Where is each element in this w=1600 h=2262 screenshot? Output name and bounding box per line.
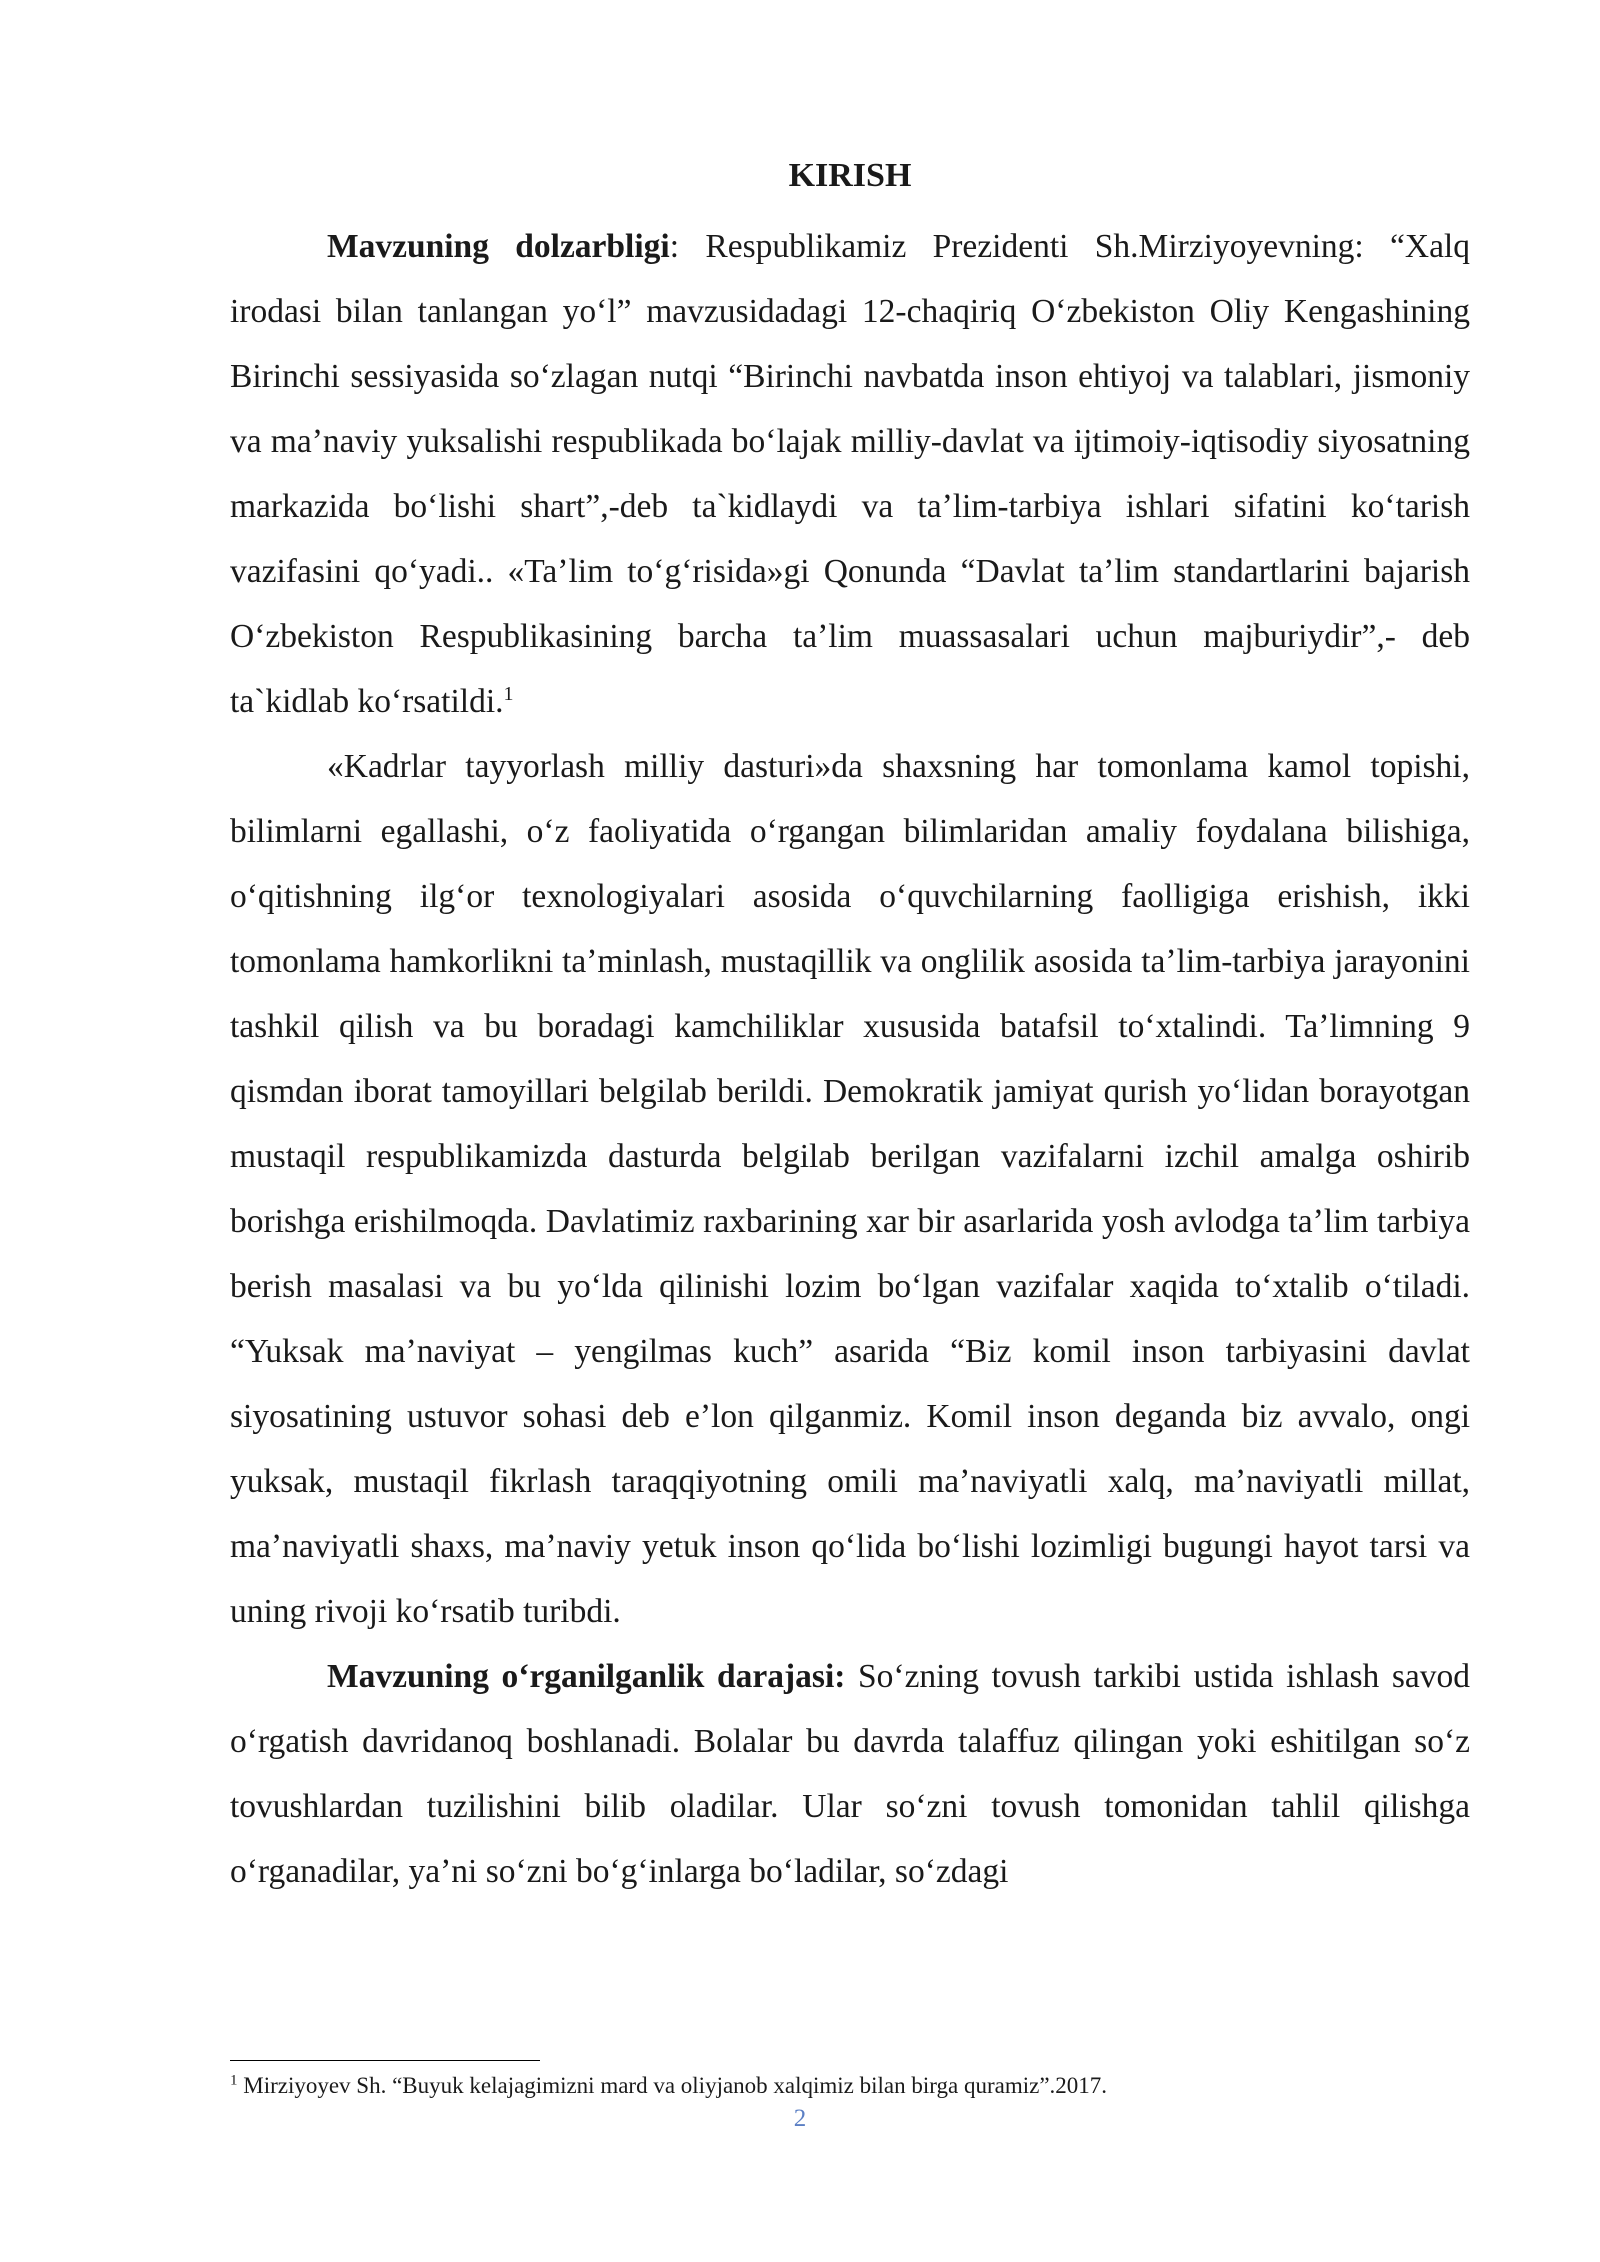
paragraph-study-level [230,1644,1470,1904]
footnote-separator [230,2060,540,2061]
paragraph-lead-relevance: Mavzuning dolzarbligi [327,228,670,265]
footnote-number: 1 [230,2072,238,2089]
paragraph-cadre-program: «Kadrlar tayyorlash milliy dasturi»da shaxsning har tomonlama kamol topishi, bilimlarni egallashi, oʻz faoliyatida oʻrgangan bilimlaridan amaliy foydalana bilishiga, oʻqitishning ilgʻor texnologiyalari asosida oʻquvchilarning faolligiga erishish, ikki tomonlama hamkorlikni taʼminlash, mustaqillik va onglilik asosida taʼlim-tarbiya jarayonini tashkil qilish va bu boradagi kamchiliklar xususida batafsil toʻxtalindi. Taʼlimning 9 qismdan iborat tamoyillari belgilab berildi. Demokratik jamiyat qurish yoʻlidan borayotgan mustaqil respublikamizda dasturda belgilab berilgan vazifalarni izchil amalga oshirib borishga erishilmoqda. Davlatimiz raxbarining xar bir asarlarida yosh avlodga taʼlim tarbiya berish masalasi va bu yoʻlda qilinishi lozim boʻlgan vazifalar xaqida toʻxtalib oʻtiladi. “Yuksak maʼnaviyat – yengilmas kuch” asarida “Biz komil inson tarbiyasini davlat siyosatining ustuvor sohasi deb eʼlon qilganmiz. Komil inson deganda biz avvalo, ongi yuksak, mustaqil fikrlash taraqqiyotning omili maʼnaviyatli xalq, maʼnaviyatli millat, maʼnaviyatli shaxs, maʼnaviy yetuk inson qoʻlida boʻlishi lozimligi bugungi hayot tarsi va uning rivoji koʻrsatib turibdi. [230,748,1470,1630]
page-number: 2 [793,2105,807,2132]
footnote-reference[interactable]: 1 [503,682,514,705]
paragraph-text-study-level: Soʻzning tovush tarkibi ustida ishlash savod oʻrgatish davridanoq boshlanadi. Bolalar bu davrda talaffuz qilingan yoki eshitilgan soʻz tovushlardan tuzilishini bilib oladilar. Ular soʻzni tovush tomonidan tahlil qilishga oʻrganadilar, yaʼni soʻzni boʻgʻinlarga boʻladilar, soʻzdagi [230,1658,1470,1890]
paragraph-text-relevance: : Respublikamiz Prezidenti Sh.Mirziyoyevning: “Xalq irodasi bilan tanlangan yoʻl” mavzusidadagi 12-chaqiriq Oʻzbekiston Oliy Kengashining Birinchi sessiyasida soʻzlagan nutqi “Birinchi navbatda inson ehtiyoj va talablari, jismoniy va maʼnaviy yuksalishi respublikada boʻlajak milliy-davlat va ijtimoiy-iqtisodiy siyosatning markazida boʻlishi shart”,-deb ta`kidlaydi va taʼlim-tarbiya ishlari sifatini koʻtarish vazifasini qoʻyadi.. «Taʼlim toʻgʻrisida»gi Qonunda “Davlat taʼlim standartlarini bajarish Oʻzbekiston Respublikasining barcha taʼlim muassasalari uchun majburiydir”,- deb ta`kidlab koʻrsatildi. [230,228,1470,720]
section-title: KIRISH [788,157,912,194]
document-body [230,150,1470,1904]
paragraph-lead-study-level: Mavzuning oʻrganilganlik darajasi: [327,1658,846,1695]
footnote-text: Mirziyoyev Sh. “Buyuk kelajagimizni mard va oliyjanob xalqimiz bilan birga quramiz”.2017. [237,2073,1108,2098]
footnote [230,2070,1470,2102]
paragraph-relevance [230,214,1470,734]
